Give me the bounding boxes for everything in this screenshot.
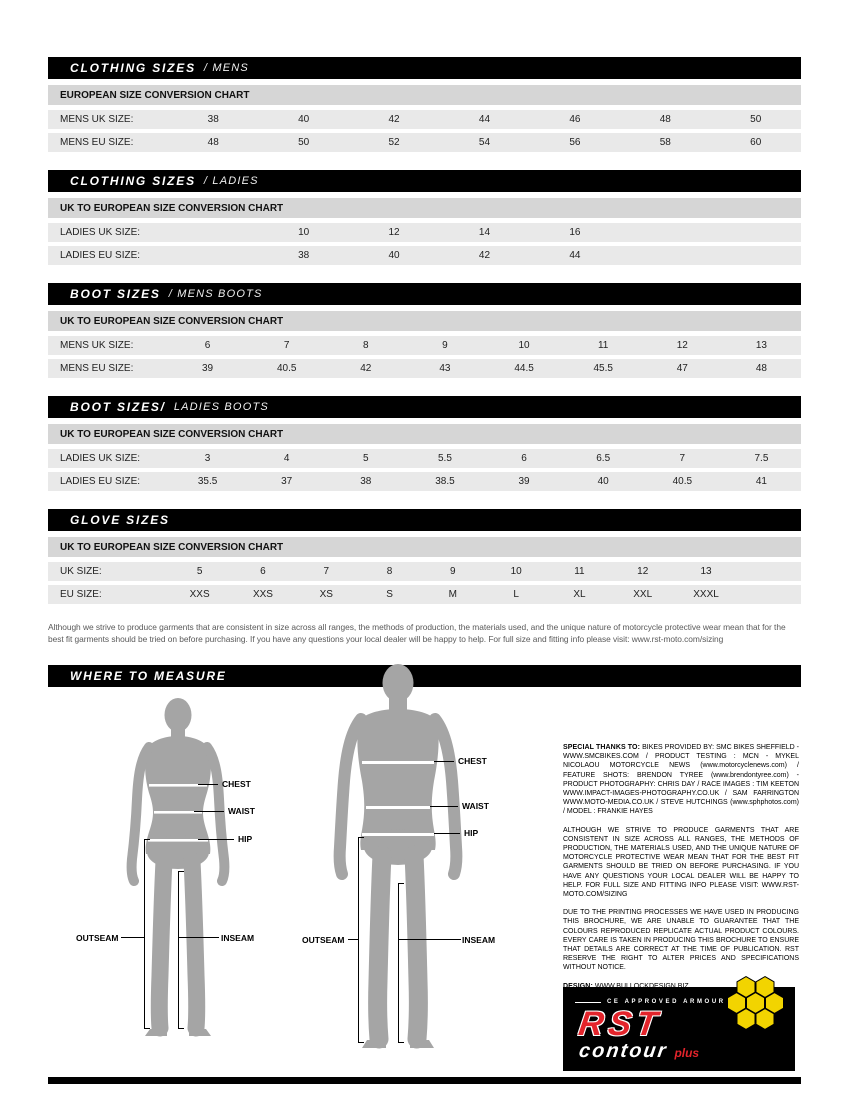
row-label: LADIES EU SIZE: — [60, 476, 141, 487]
table-row — [48, 336, 801, 355]
credit-paragraph: SPECIAL THANKS TO: BIKES PROVIDED BY: SMC BIKES SHEFFIELD - WWW.SMCBIKES.COM / PRODUCT TESTING : MCN - MYKEL NICOLAOU MOTORCYCLE NEWS (www.motorcyclenews.com) / FEATURE SHOTS: BRENDON TYREE (www.brendontyree.com) - PRODUCT PHOTOGRAPHY: CHRIS DAY / RACE IMAGES : TIM KEETON WWW.IMPACT-IMAGES-PHOTOGRAPHY.CO.UK / SAM FARRINGTON WWW.MOTO-MEDIA.CO.UK / STEVE HUTCHINGS (www.sphphotos.com) / MODEL : FRANKIE HAYES — [563, 744, 799, 816]
male-chest-label: CHEST — [458, 756, 487, 766]
section-header-bar — [48, 509, 801, 531]
size-cell: 5.5 — [437, 453, 452, 464]
female-inseam-bar — [178, 871, 184, 1029]
table-row — [48, 223, 801, 242]
female-outseam-pointer — [121, 937, 144, 938]
row-label: UK SIZE: — [60, 566, 102, 577]
honeycomb-icon — [715, 975, 787, 1031]
size-cell: 39 — [518, 476, 530, 487]
size-cell: 40 — [298, 114, 310, 125]
section-title-suffix: / MENS BOOTS — [168, 288, 263, 300]
size-cell: 5 — [196, 566, 203, 577]
section-title-suffix: / MENS — [203, 62, 249, 74]
size-cell: L — [513, 589, 519, 600]
section-title: BOOT SIZES — [70, 287, 161, 301]
size-section — [48, 283, 801, 378]
size-cell: 38 — [298, 250, 310, 261]
size-cell: 48 — [207, 137, 219, 148]
size-cell: 38 — [360, 476, 372, 487]
size-cell: 6.5 — [596, 453, 611, 464]
size-cell: 38 — [207, 114, 219, 125]
row-label: LADIES UK SIZE: — [60, 227, 141, 238]
size-cell: 56 — [569, 137, 581, 148]
page-content — [48, 0, 801, 1084]
section-subtitle: UK TO EUROPEAN SIZE CONVERSION CHART — [48, 424, 801, 444]
table-row — [48, 449, 801, 468]
female-chest-label: CHEST — [222, 779, 251, 789]
female-outseam-bar — [144, 839, 150, 1029]
size-cell: 13 — [755, 340, 767, 351]
size-cell: 42 — [388, 114, 400, 125]
plus-wordmark: plus — [674, 1046, 700, 1060]
size-cell: 41 — [755, 476, 767, 487]
section-title: GLOVE SIZES — [70, 513, 170, 527]
section-header-bar — [48, 57, 801, 79]
female-waist-pointer — [194, 811, 224, 812]
size-cell: 6 — [260, 566, 266, 577]
male-chest-line — [362, 761, 434, 764]
size-cell: 16 — [569, 227, 581, 238]
size-cell: 7 — [283, 340, 290, 351]
size-cell: 40 — [597, 476, 609, 487]
section-rows — [48, 449, 801, 491]
table-row — [48, 359, 801, 378]
size-cell: 14 — [478, 227, 491, 238]
section-title: CLOTHING SIZES — [70, 61, 196, 75]
size-cell: 11 — [597, 340, 609, 351]
size-cell: 9 — [442, 340, 448, 351]
female-inseam-pointer — [179, 937, 219, 938]
section-header-bar — [48, 170, 801, 192]
size-cell: 60 — [750, 137, 762, 148]
row-label: LADIES EU SIZE: — [60, 250, 141, 261]
size-cell: XXS — [189, 589, 210, 600]
size-cell: 42 — [478, 250, 491, 261]
size-cell: 48 — [659, 114, 671, 125]
where-to-measure-title: WHERE TO MEASURE — [70, 669, 227, 683]
size-section — [48, 57, 801, 152]
female-chest-pointer — [198, 784, 218, 785]
male-hip-pointer — [434, 833, 460, 834]
credits-block — [563, 743, 799, 1000]
female-waist-label: WAIST — [228, 806, 255, 816]
male-inseam-pointer — [399, 939, 461, 940]
size-cell: 45.5 — [593, 363, 613, 374]
size-cell: XS — [319, 589, 333, 600]
size-cell: 6 — [521, 453, 527, 464]
size-cell: 52 — [388, 137, 400, 148]
table-row — [48, 110, 801, 129]
female-outseam-label: OUTSEAM — [76, 933, 119, 943]
size-cell: M — [448, 589, 457, 600]
size-cell: 38.5 — [435, 476, 455, 487]
male-hip-label: HIP — [464, 828, 479, 838]
male-head — [383, 664, 414, 702]
size-cell: 58 — [659, 137, 671, 148]
table-row — [48, 246, 801, 265]
size-cell: 5 — [363, 453, 369, 464]
size-cell: 48 — [755, 363, 767, 374]
size-cell: 40.5 — [672, 476, 693, 487]
contour-wordmark: contour — [577, 1040, 670, 1062]
size-cell: 44 — [569, 250, 581, 261]
female-inseam-label: INSEAM — [221, 933, 255, 943]
male-waist-pointer — [430, 806, 458, 807]
size-cell: 50 — [750, 114, 762, 125]
size-cell: 11 — [574, 566, 585, 577]
male-waist-label: WAIST — [462, 801, 489, 811]
size-section — [48, 170, 801, 265]
male-outseam-label: OUTSEAM — [302, 935, 345, 945]
section-title: CLOTHING SIZES — [70, 174, 196, 188]
size-cell: 8 — [363, 340, 369, 351]
rst-contour-logo — [563, 987, 795, 1071]
size-sections — [48, 0, 801, 604]
male-outseam-pointer — [348, 939, 358, 940]
male-waist-line — [366, 806, 430, 809]
section-subtitle: EUROPEAN SIZE CONVERSION CHART — [48, 85, 801, 105]
size-cell: 37 — [281, 476, 293, 487]
size-cell: XXXL — [693, 589, 719, 600]
row-label: EU SIZE: — [60, 589, 102, 600]
hexagon — [737, 1009, 755, 1030]
section-rows — [48, 223, 801, 265]
rst-wordmark: RST — [576, 1005, 665, 1043]
table-row — [48, 585, 801, 604]
size-cell: 4 — [283, 453, 290, 464]
ce-divider-line — [575, 1002, 601, 1003]
size-cell: 35.5 — [197, 476, 218, 487]
row-label: MENS EU SIZE: — [60, 363, 134, 374]
size-cell: 50 — [298, 137, 310, 148]
section-header-bar — [48, 283, 801, 305]
male-inseam-label: INSEAM — [462, 935, 496, 945]
size-cell: 9 — [450, 566, 456, 577]
size-cell: 6 — [204, 340, 211, 351]
size-cell: 47 — [676, 363, 688, 374]
section-title-suffix: / LADIES — [203, 175, 259, 187]
footer-bar — [48, 1077, 801, 1084]
female-hip-label: HIP — [238, 834, 253, 844]
male-inseam-bar — [398, 883, 404, 1043]
size-cell: 7.5 — [754, 453, 769, 464]
table-row — [48, 133, 801, 152]
size-cell: 10 — [518, 340, 530, 351]
size-cell: 10 — [510, 566, 522, 577]
section-subtitle: UK TO EUROPEAN SIZE CONVERSION CHART — [48, 311, 801, 331]
measurement-figures — [48, 687, 801, 1077]
size-cell: 12 — [676, 340, 688, 351]
hexagon — [756, 1009, 774, 1030]
sizing-disclaimer-text: Although we strive to produce garments that are consistent in size across all ranges, the methods of production, the materials used, and the unique nature of motorcycle protective wear mean that for the best fit garments should be tried on before purchasing. If you have any questions your local dealer will be happy to help. For full size and fitting info please visit: www.rst-moto.com/sizing — [48, 622, 786, 644]
size-cell: 44 — [478, 114, 491, 125]
section-title-suffix: LADIES BOOTS — [173, 401, 269, 413]
contour-plus-row — [579, 1040, 699, 1063]
section-subtitle: UK TO EUROPEAN SIZE CONVERSION CHART — [48, 537, 801, 557]
size-cell: 42 — [360, 363, 372, 374]
row-label: LADIES UK SIZE: — [60, 453, 141, 464]
size-cell: 7 — [679, 453, 686, 464]
size-cell: 43 — [439, 363, 451, 374]
section-title: BOOT SIZES/ — [70, 400, 166, 414]
size-cell: 13 — [700, 566, 712, 577]
male-hip-line — [362, 833, 434, 836]
male-chest-pointer — [434, 761, 454, 762]
size-section — [48, 396, 801, 491]
credit-paragraph: ALTHOUGH WE STRIVE TO PRODUCE GARMENTS THAT ARE CONSISTENT IN SIZE ACROSS ALL RANGES, THE METHODS OF PRODUCTION, THE MATERIALS USED, AND THE UNIQUE NATURE OF MOTORCYCLE PROTECTIVE WEAR MEAN THAT FOR THE BEST FIT GARMENTS SHOULD BE TRIED ON BEFORE PURCHASING. IF YOU HAVE ANY QUESTIONS YOUR LOCAL DEALER WILL BE HAPPY TO HELP. FOR FULL SIZE AND FITTING INFO PLEASE VISIT: WWW.RST-MOTO.COM/SIZING — [563, 826, 799, 899]
size-cell: XL — [573, 589, 586, 600]
size-cell: XXS — [252, 589, 273, 600]
size-cell: 40 — [388, 250, 400, 261]
size-cell: S — [386, 589, 393, 600]
female-hip-pointer — [198, 839, 234, 840]
size-cell: 44.5 — [514, 363, 534, 374]
size-cell: 39 — [202, 363, 214, 374]
section-rows — [48, 110, 801, 152]
section-rows — [48, 562, 801, 604]
size-cell: XXL — [633, 589, 653, 600]
size-cell: 40.5 — [276, 363, 297, 374]
section-rows — [48, 336, 801, 378]
size-cell: 54 — [478, 137, 491, 148]
table-row — [48, 472, 801, 491]
credit-paragraph: DUE TO THE PRINTING PROCESSES WE HAVE USED IN PRODUCING THIS BROCHURE, WE ARE UNABLE TO GUARANTEE THAT THE COLOURS REPRODUCED REPLICATE ACTUAL PRODUCT COLOURS. EVERY CARE IS TAKEN IN PRODUCING THIS BROCHURE TO ENSURE THAT DETAILS ARE CORRECT AT THE TIME OF PUBLICATION. RST RESERVE THE RIGHT TO ALTER PRICES AND SPECIFICATIONS WITHOUT NOTICE. — [563, 909, 799, 972]
size-cell: 10 — [298, 227, 310, 238]
size-cell: 7 — [323, 566, 330, 577]
section-subtitle: UK TO EUROPEAN SIZE CONVERSION CHART — [48, 198, 801, 218]
size-cell: 3 — [204, 453, 211, 464]
size-cell: 8 — [386, 566, 393, 577]
table-row — [48, 562, 801, 581]
row-label: MENS UK SIZE: — [60, 340, 134, 351]
size-cell: 46 — [569, 114, 581, 125]
section-header-bar — [48, 396, 801, 418]
size-cell: 12 — [637, 566, 649, 577]
female-head — [165, 698, 192, 732]
size-cell: 12 — [388, 227, 400, 238]
row-label: MENS EU SIZE: — [60, 137, 134, 148]
male-outseam-bar — [358, 837, 364, 1043]
row-label: MENS UK SIZE: — [60, 114, 134, 125]
size-section — [48, 509, 801, 604]
ce-approved-armour-label: CE APPROVED ARMOUR — [607, 999, 726, 1005]
